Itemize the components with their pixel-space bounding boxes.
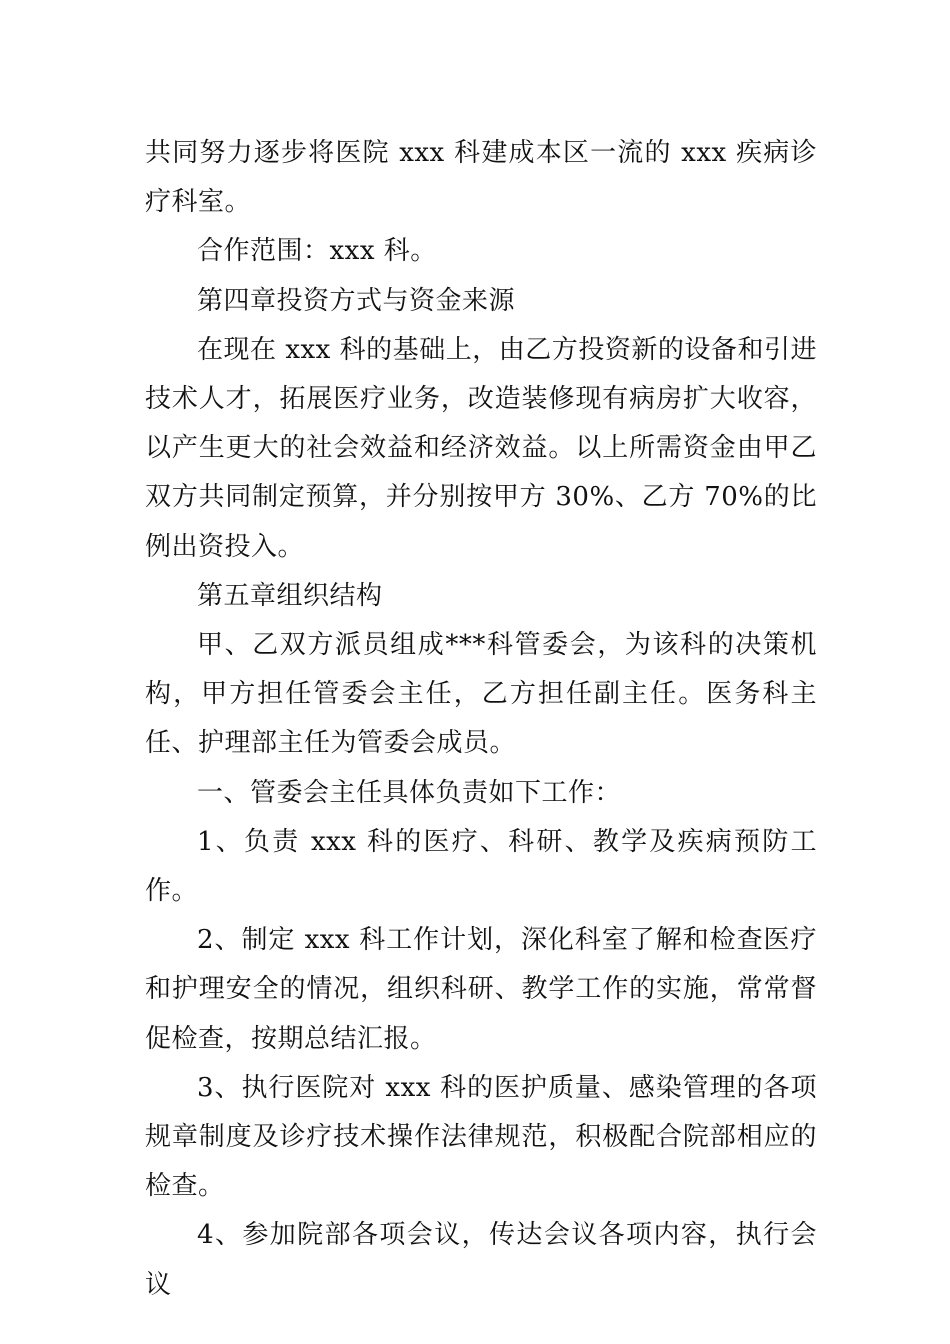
chapter-heading-5: 第五章组织结构: [197, 580, 383, 611]
section-heading-1: 一、管委会主任具体负责如下工作：: [197, 777, 622, 808]
chapter-heading-4: 第四章投资方式与资金来源: [197, 285, 516, 316]
list-item-3: 3、执行医院对 xxx 科的医护质量、感染管理的各项规章制度及诊疗技术操作法律规范，积极配合院部相应的检查。: [145, 1072, 817, 1202]
paragraph-1: 共同努力逐步将医院 xxx 科建成本区一流的 xxx 疾病诊疗科室。: [145, 138, 817, 218]
paragraph-3: 在现在 xxx 科的基础上，由乙方投资新的设备和引进技术人才，拓展医疗业务，改造装修现有病房扩大收容，以产生更大的社会效益和经济效益。以上所需资金由甲乙双方共同制定预算，并分别按甲方 30%、乙方 70%的比例出资投入。: [145, 334, 817, 562]
document-body: [145, 129, 817, 1310]
list-item-4: 4、参加院部各项会议，传达会议各项内容，执行会议: [145, 1220, 817, 1300]
list-item-1: 1、负责 xxx 科的医疗、科研、教学及疾病预防工作。: [145, 826, 817, 907]
paragraph-2: 合作范围：xxx 科。: [197, 236, 437, 267]
paragraph-4: 甲、乙双方派员组成***科管委会，为该科的决策机构，甲方担任管委会主任，乙方担任副主任。医务科主任、护理部主任为管委会成员。: [145, 630, 817, 759]
list-item-2: 2、制定 xxx 科工作计划，深化科室了解和检查医疗和护理安全的情况，组织科研、教学工作的实施，常常督促检查，按期总结汇报。: [145, 925, 817, 1054]
